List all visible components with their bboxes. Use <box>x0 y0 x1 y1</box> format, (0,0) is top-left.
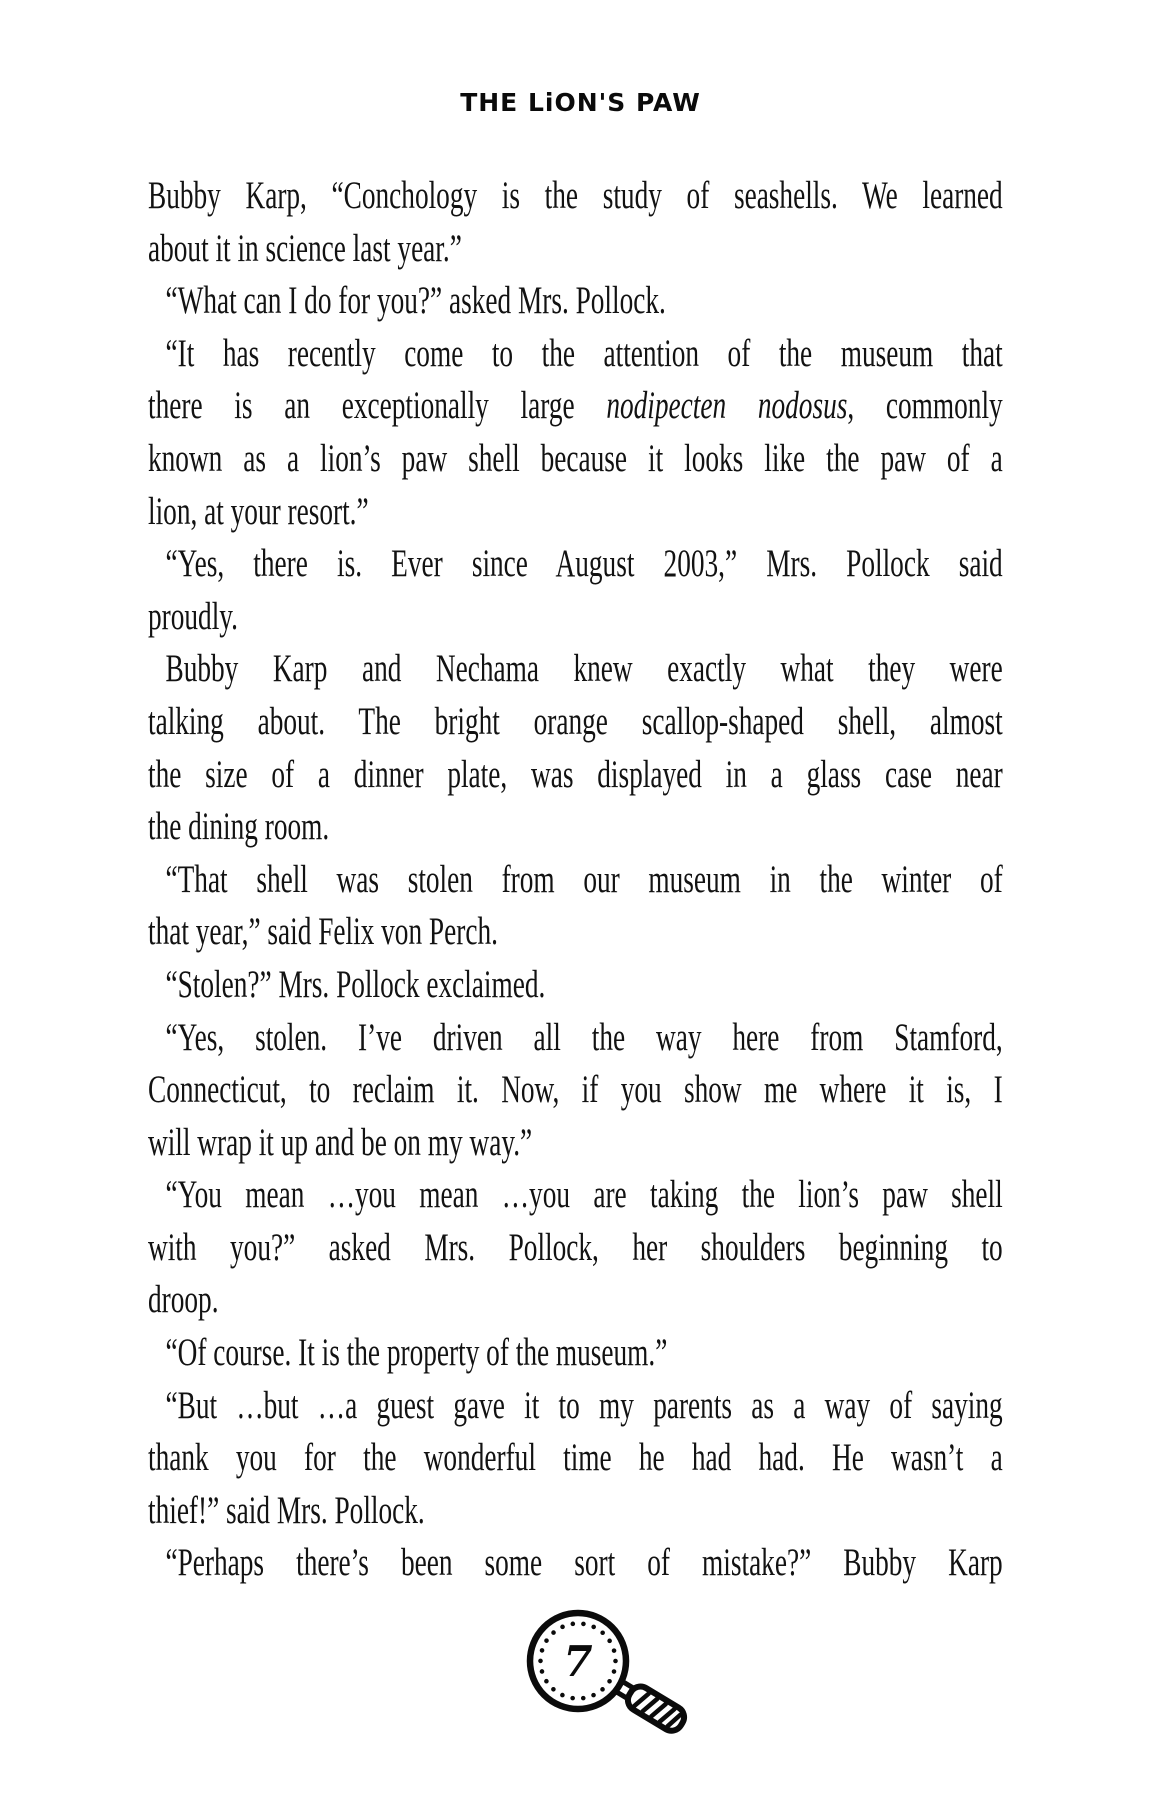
text-line: “Yes, there is. Ever since August 2003,” Mrs. Pollock said <box>165 542 1003 586</box>
text-line: lion, at your resort.” <box>148 489 369 533</box>
text-line: “Of course. It is the property of the museum.” <box>165 1331 668 1375</box>
text-line: “You mean …you mean …you are taking the lion’s paw shell <box>165 1173 1003 1217</box>
text-line: the dining room. <box>148 805 330 849</box>
text-line: the size of a dinner plate, was displayed in a glass case near <box>148 752 1003 796</box>
page-title: THE LiON'S PAW <box>460 88 701 117</box>
text-line: that year,” said Felix von Perch. <box>148 910 498 954</box>
page-number: 7 <box>563 1637 593 1686</box>
text-line: “Stolen?” Mrs. Pollock exclaimed. <box>165 962 546 1006</box>
text-line: will wrap it up and be on my way.” <box>148 1120 533 1164</box>
text-line: Connecticut, to reclaim it. Now, if you show me where it is, I <box>148 1068 1003 1112</box>
text-line: Bubby Karp, “Conchology is the study of seashells. We learned <box>148 174 1003 217</box>
text-line: there is an exceptionally large nodipecten nodosus, commonly <box>148 384 1003 428</box>
text-line: “That shell was stolen from our museum in the winter of <box>165 857 1003 901</box>
text-line: known as a lion’s paw shell because it looks like the paw of a <box>148 436 1003 480</box>
text-line: droop. <box>148 1278 219 1322</box>
text-line: “What can I do for you?” asked Mrs. Pollock. <box>165 279 666 323</box>
text-line: Bubby Karp and Nechama knew exactly what they were <box>165 647 1003 691</box>
text-line: “Perhaps there’s been some sort of mistake?” Bubby Karp <box>165 1541 1003 1585</box>
text-line: thank you for the wonderful time he had had. He wasn’t a <box>148 1436 1003 1480</box>
text-line: with you?” asked Mrs. Pollock, her shoulders beginning to <box>148 1225 1003 1269</box>
text-line: “Yes, stolen. I’ve driven all the way here from Stamford, <box>165 1015 1003 1059</box>
text-line: talking about. The bright orange scallop-shaped shell, almost <box>148 699 1003 743</box>
text-line: about it in science last year.” <box>148 226 462 270</box>
text-line: proudly. <box>148 594 238 638</box>
text-line: “It has recently come to the attention of the museum that <box>165 331 1003 375</box>
magnifying-glass-icon <box>468 1593 698 1758</box>
text-line: “But …but …a guest gave it to my parents as a way of saying <box>165 1383 1003 1427</box>
text-block <box>148 170 1003 1590</box>
text-line: thief!” said Mrs. Pollock. <box>148 1488 425 1532</box>
